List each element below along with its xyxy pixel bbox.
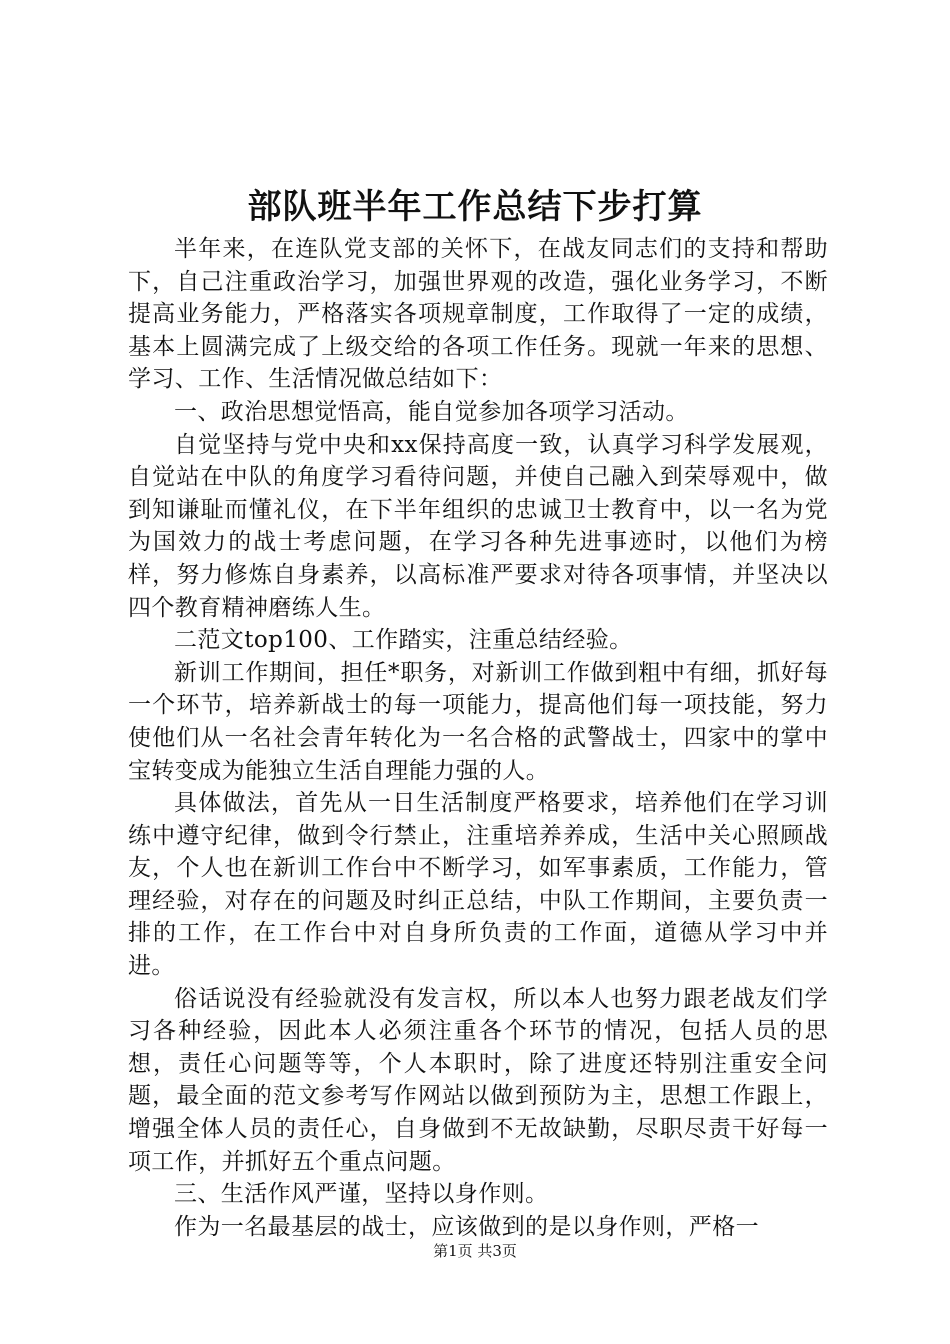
- heading-section-1: 一、政治思想觉悟高，能自觉参加各项学习活动。: [174, 398, 689, 425]
- document-body: [128, 233, 828, 1243]
- heading-section-3: 三、生活作风严谨，坚持以身作则。: [174, 1181, 549, 1208]
- paragraph-section-2c: 俗话说没有经验就没有发言权，所以本人也努力跟老战友们学习各种经验，因此本人必须注重各个环节的情况，包括人员的思想，责任心问题等等，个人本职时，除了进度还特别注重安全问题，最全面的范文参考写作网站以做到预防为主，思想工作跟上，增强全体人员的责任心，自身做到不无故缺勤，尽职尽责干好每一项工作，并抓好五个重点问题。: [128, 985, 828, 1175]
- document-title: 部队班半年工作总结下步打算: [247, 187, 703, 227]
- paragraph-intro: 半年来，在连队党支部的关怀下，在战友同志们的支持和帮助下，自己注重政治学习，加强世界观的改造，强化业务学习，不断提高业务能力，严格落实各项规章制度，工作取得了一定的成绩，基本上圆满完成了上级交给的各项工作任务。现就一年来的思想、学习、工作、生活情况做总结如下：: [128, 236, 828, 393]
- paragraph-section-2b: 具体做法，首先从一日生活制度严格要求，培养他们在学习训练中遵守纪律，做到令行禁止，注重培养养成，生活中关心照顾战友，个人也在新训工作台中不断学习，如军事素质，工作能力，管理经验，对存在的问题及时纠正总结，中队工作期间，主要负责一排的工作，在工作台中对自身所负责的工作面，道德从学习中并进。: [128, 790, 828, 980]
- paragraph-section-3: 作为一名最基层的战士，应该做到的是以身作则，严格一: [174, 1213, 759, 1240]
- paragraph-section-2a: 新训工作期间，担任*职务，对新训工作做到粗中有细，抓好每一个环节，培养新战士的每一项能力，提高他们每一项技能，努力使他们从一名社会青年转化为一名合格的武警战士，四家中的掌中宝转变成为能独立生活自理能力强的人。: [128, 659, 828, 784]
- page-footer: 第1页 共3页: [433, 1242, 517, 1260]
- paragraph-section-1: 自觉坚持与党中央和xx保持高度一致，认真学习科学发展观，自觉站在中队的角度学习看待问题，并使自己融入到荣辱观中，做到知谦耻而懂礼仪，在下半年组织的忠诚卫士教育中，以一名为党为国效力的战士考虑问题，在学习各种先进事迹时，以他们为榜样，努力修炼自身素养，以高标准严要求对待各项事情，并坚决以四个教育精神磨练人生。: [128, 431, 828, 621]
- heading-section-2: 二范文top100、工作踏实，注重总结经验。: [174, 627, 633, 654]
